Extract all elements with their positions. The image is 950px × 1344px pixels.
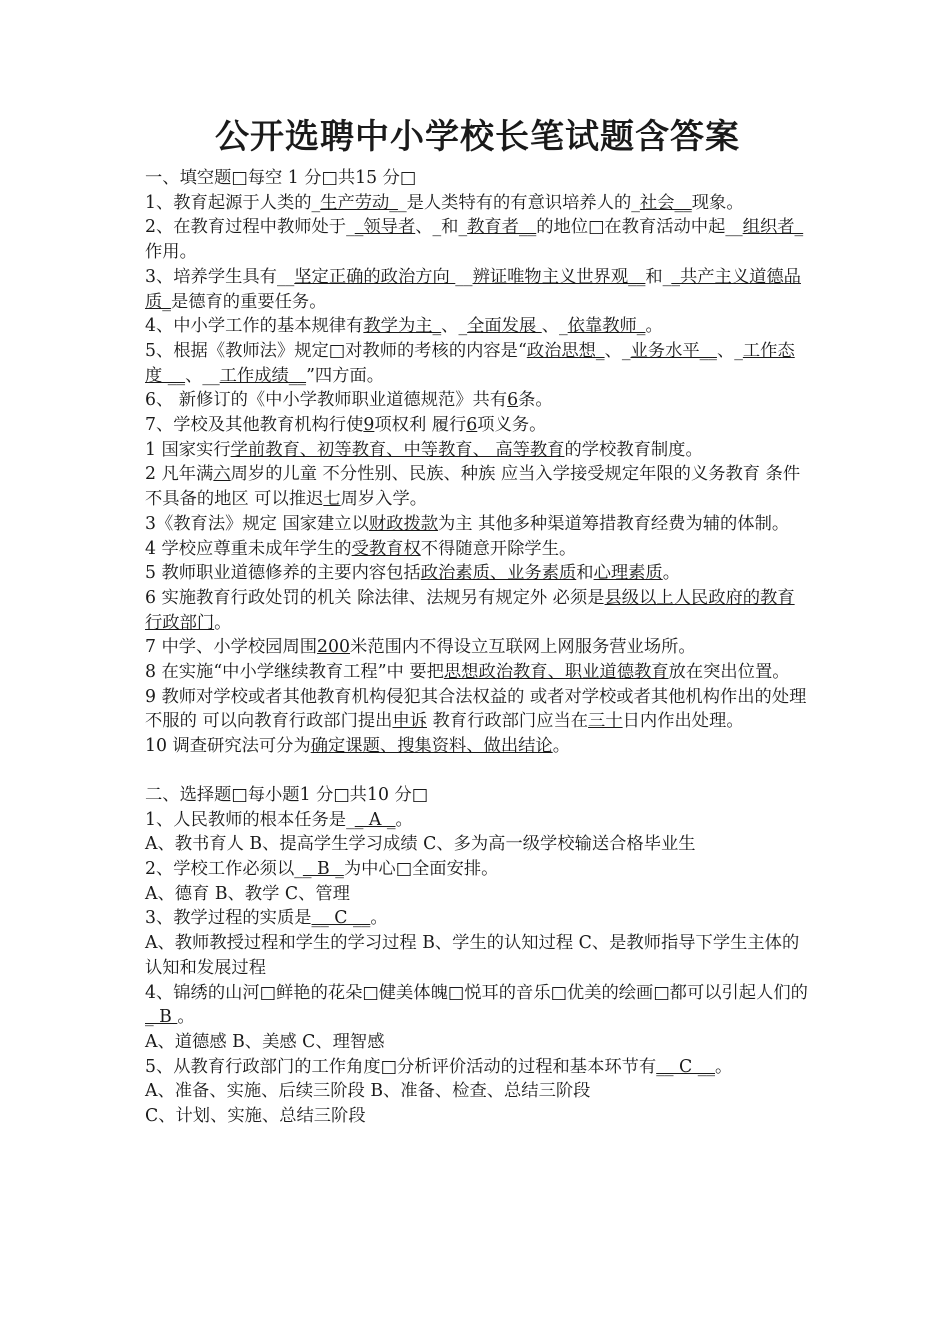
choice-question-item	[145, 857, 810, 882]
question-text: 6、 新修订的《中小学教师职业道德规范》共有	[145, 390, 508, 411]
question-text: 作用。	[145, 242, 197, 263]
fill-in-question-item	[145, 314, 810, 339]
fill-in-question-item	[145, 339, 810, 388]
question-text: 是德育的重要任务。	[170, 291, 327, 312]
question-text: 2、在教育过程中教师处于_	[145, 217, 355, 238]
fill-in-question-item	[145, 388, 810, 413]
answer-text: 心理素质	[593, 563, 663, 584]
choice-question-item	[145, 1030, 810, 1055]
fill-in-question-item	[145, 537, 810, 562]
fill-in-question-item	[145, 215, 810, 264]
choice-question-item	[145, 808, 810, 833]
question-text: 、_和_	[415, 217, 468, 238]
question-text: 。	[214, 612, 232, 633]
question-text: 3、培养学生具有__	[145, 266, 295, 287]
answer-text: 六	[213, 464, 231, 485]
document-title: 公开选聘中小学校长笔试题含答案	[215, 117, 740, 157]
question-text: 日内作出处理。	[622, 711, 744, 732]
answer-text: 政治素质、业务素质	[420, 563, 577, 584]
answer-text: 6	[466, 415, 478, 436]
fill-in-question-item	[145, 512, 810, 537]
question-text: 。	[177, 1007, 195, 1028]
answer-text: 申诉	[392, 711, 428, 732]
answer-text: 依靠教师_	[567, 316, 646, 337]
question-text: A、准备、实施、后续三阶段 B、准备、检查、总结三阶段	[145, 1081, 591, 1102]
question-text: 5、根据《教师法》规定□对教师的考核的内容是“	[145, 340, 527, 361]
question-text: 3、教学过程的实质是	[145, 908, 312, 929]
answer-text: 9	[363, 415, 375, 436]
answer-text: 坚定正确的政治方向	[294, 266, 456, 287]
answer-text: 三十	[588, 711, 623, 732]
question-text: A、教师教授过程和学生的学习过程 B、学生的认知过程 C、是教师指导下学生主体的认知和发展过程	[145, 933, 800, 978]
question-text: A、德育 B、教学 C、管理	[145, 883, 350, 904]
question-text: __	[455, 266, 473, 287]
choice-question-item	[145, 1055, 810, 1080]
choice-question-item	[145, 906, 810, 931]
choice-question-item	[145, 1079, 810, 1104]
fill-in-question-item	[145, 438, 810, 463]
fill-in-question-item	[145, 413, 810, 438]
answer-text: 思想政治教育、职业道德教育	[443, 662, 669, 683]
question-text: 放在突出位置。	[668, 662, 790, 683]
question-text: 教育行政部门应当在	[427, 711, 589, 732]
answer-text: 工作态度 __	[145, 340, 795, 386]
question-text: 不得随意开除学生。	[420, 538, 577, 559]
question-text: 为中心□全面安排。	[343, 858, 499, 879]
fill-in-question-item	[145, 586, 810, 635]
answer-text: 业务水平__	[630, 340, 717, 361]
question-text: 、_	[541, 316, 568, 337]
choice-question-item	[145, 882, 810, 907]
question-text: A、道德感 B、美感 C、理智感	[145, 1031, 385, 1052]
answer-text: _领导者	[354, 217, 416, 238]
answer-text: __ C __	[311, 908, 371, 929]
question-text: 和	[576, 563, 594, 584]
answer-text: 县级以上人民政府的教育行政部门	[145, 587, 795, 633]
answer-text: _ A _	[354, 809, 396, 830]
document-page	[145, 112, 810, 1129]
question-text: 5、从教育行政部门的工作角度□分析评价活动的过程和基本环节有	[145, 1056, 657, 1077]
question-text: 4 学校应尊重未成年学生的	[145, 538, 352, 559]
fill-in-question-item	[145, 635, 810, 660]
question-text: 1、人民教师的根本任务是_	[145, 809, 355, 830]
answer-text: 确定课题、搜集资料、做出结论	[310, 736, 553, 757]
question-text: 1 国家实行	[145, 439, 231, 460]
question-text: 5 教师职业道德修养的主要内容包括	[145, 563, 421, 584]
question-text: 。	[370, 908, 388, 929]
question-text: 7、学校及其他教育机构行使	[145, 415, 364, 436]
answer-text: 200	[317, 637, 351, 658]
question-text: 6 实施教育行政处罚的机关 除法律、法规另有规定外 必须是	[145, 587, 605, 608]
section-2-heading: 二、选择题□每小题1 分□共10 分□	[145, 784, 429, 805]
fill-in-question-item	[145, 685, 810, 734]
answer-text: 受教育权	[351, 538, 421, 559]
answer-text: __ C __	[656, 1056, 715, 1077]
choice-question-item	[145, 931, 810, 980]
answer-text: 生产劳动_	[320, 192, 398, 213]
question-text: 。	[395, 809, 413, 830]
question-text: 。	[552, 736, 570, 757]
answer-text: 学前教育、初等教育、中等教育、 高等教育	[230, 439, 565, 460]
section-1-list	[145, 191, 810, 759]
question-text: C、计划、实施、总结三阶段	[145, 1106, 366, 1127]
question-text: ”四方面。	[306, 365, 385, 386]
answer-text: 工作成绩__	[219, 365, 307, 386]
question-text: 2、学校工作必须以_	[145, 858, 303, 879]
answer-text: 财政拨款	[368, 513, 439, 534]
question-text: 。	[662, 563, 680, 584]
question-text: 项权利 履行	[374, 415, 467, 436]
question-text: 条。	[518, 390, 553, 411]
question-text: 4、中小学工作的基本规律有	[145, 316, 364, 337]
question-text: 、_	[441, 316, 468, 337]
question-text: 10 调查研究法可分为	[145, 736, 311, 757]
question-text: 2 凡年满	[145, 464, 214, 485]
answer-text: _ B _	[302, 858, 344, 879]
question-text: 米范围内不得设立互联网上网服务营业场所。	[350, 637, 696, 658]
question-text: 1、教育起源于人类的_	[145, 192, 321, 213]
question-text: _是人类特有的有意识培养人的_	[397, 192, 640, 213]
question-text: 项义务。	[477, 415, 547, 436]
answer-text: 教育者__	[467, 217, 537, 238]
answer-text: 6	[507, 390, 519, 411]
question-text: 。	[714, 1056, 733, 1077]
answer-text: 社会__	[639, 192, 692, 213]
fill-in-question-item	[145, 660, 810, 685]
choice-question-item	[145, 981, 810, 1030]
section-gap	[145, 759, 810, 783]
question-text: 7 中学、小学校园周围	[145, 637, 318, 658]
answer-text: _共产主义道德品质_	[145, 266, 801, 312]
answer-text: 组织者_	[742, 217, 804, 238]
question-text: 的地位□在教育活动中起__	[536, 217, 743, 238]
question-text: 的学校教育制度。	[564, 439, 703, 460]
question-text: 周岁入学。	[340, 489, 428, 510]
choice-question-item	[145, 832, 810, 857]
question-text: 、__	[185, 365, 220, 386]
question-text: 和_	[645, 266, 672, 287]
question-text: 。	[645, 316, 663, 337]
question-text: 9 教师对学校或者其他教育机构侵犯其合法权益的 或者对学校或者其他机构作出的处理不服的 可以向教育行政部门提出	[145, 686, 807, 732]
fill-in-question-item	[145, 191, 810, 216]
fill-in-question-item	[145, 561, 810, 586]
fill-in-question-item	[145, 734, 810, 759]
choice-question-item	[145, 1104, 810, 1129]
question-text: 周岁的儿童 不分性别、民族、种族 应当入学接受规定年限的义务教育 条件不具备的地区 可以推迟	[145, 464, 801, 510]
fill-in-question-item	[145, 462, 810, 511]
question-text: 、_	[604, 340, 631, 361]
question-text: A、教书育人 B、提高学生学习成绩 C、多为高一级学校输送合格毕业生	[145, 834, 696, 855]
question-text: 现象。	[691, 192, 744, 213]
question-text: 为主 其他多种渠道筹措教育经费为辅的体制。	[438, 513, 790, 534]
fill-in-question-item	[145, 265, 810, 314]
answer-text: 辨证唯物主义世界观__	[472, 266, 646, 287]
question-text: 4、锦绣的山河□鲜艳的花朵□健美体魄□悦耳的音乐□优美的绘画□都可以引起人们的	[145, 982, 808, 1003]
answer-text: 全面发展	[467, 316, 542, 337]
question-text: 、_	[716, 340, 743, 361]
answer-text: _ B	[145, 1007, 178, 1028]
section-1-heading: 一、填空题□每空 1 分□共15 分□	[145, 168, 417, 188]
question-text: 3《教育法》规定 国家建立以	[145, 513, 369, 534]
answer-text: 七	[323, 489, 341, 510]
answer-text: 教学为主_	[363, 316, 442, 337]
section-2-list	[145, 808, 810, 1129]
answer-text: 政治思想_	[526, 340, 605, 361]
question-text: 8 在实施“中小学继续教育工程”中 要把	[145, 662, 444, 683]
